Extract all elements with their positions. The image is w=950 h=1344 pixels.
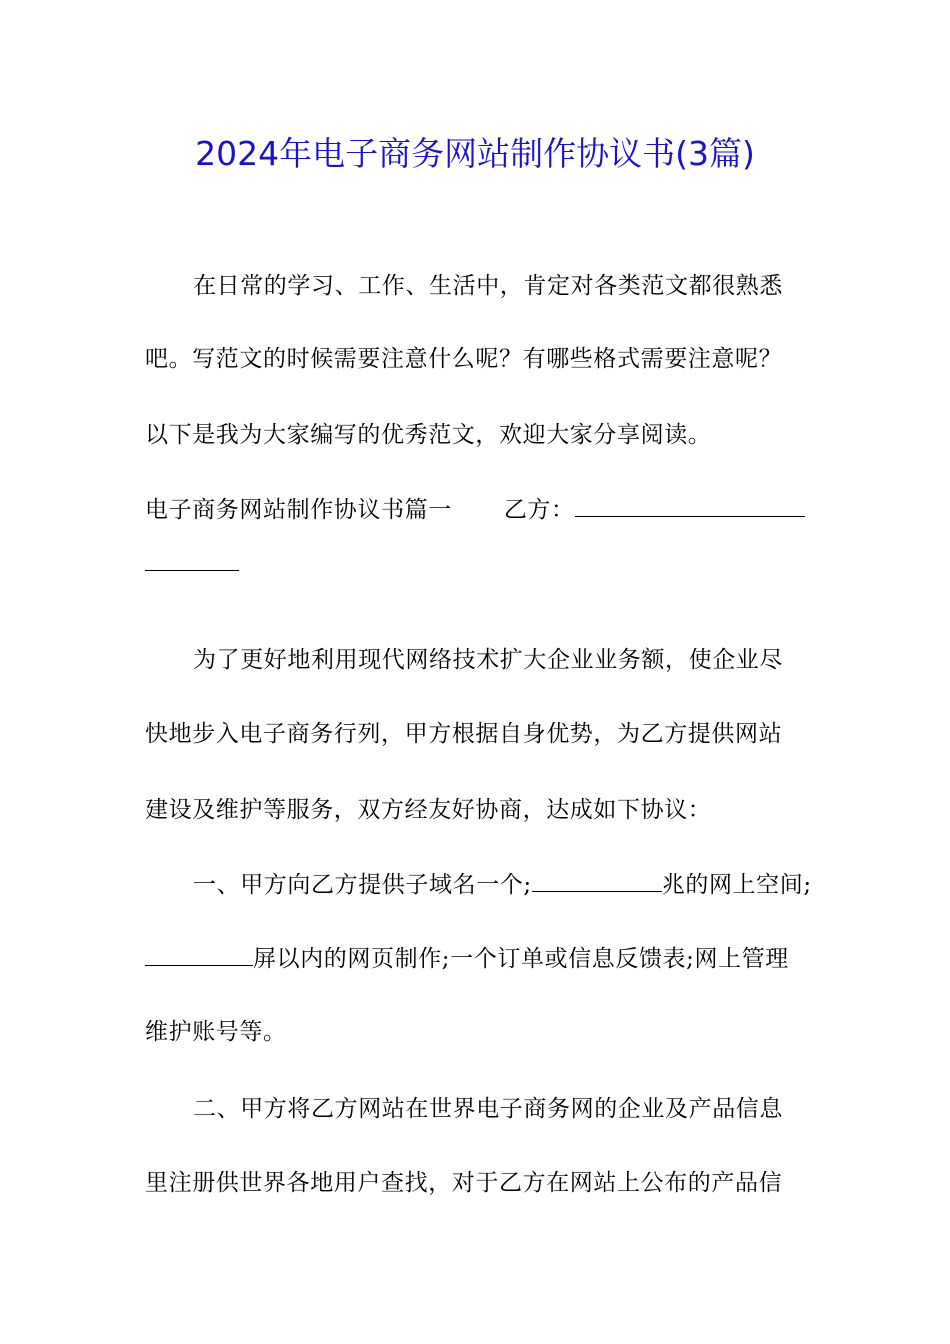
- item1-line2-text: 屏以内的网页制作;一个订单或信息反馈表;网上管理: [253, 946, 789, 972]
- item1-line-3: 维护账号等。: [145, 1019, 287, 1045]
- item1-text-a: 一、甲方向乙方提供子域名一个;: [193, 872, 532, 898]
- item2-line-2: 里注册供世界各地用户查找，对于乙方在网站上公布的产品信: [145, 1170, 783, 1196]
- section-heading-line: [145, 494, 805, 525]
- intro-line-1: 在日常的学习、工作、生活中，肯定对各类范文都很熟悉: [193, 273, 783, 299]
- intro-line-3: 以下是我为大家编写的优秀范文，欢迎大家分享阅读。: [145, 422, 712, 448]
- space-size-blank: [532, 869, 662, 892]
- page-count-blank: [145, 943, 253, 966]
- document-title: 2024年电子商务网站制作协议书(3篇): [195, 134, 755, 173]
- item2-line-1: 二、甲方将乙方网站在世界电子商务网的企业及产品信息: [193, 1096, 783, 1122]
- party-b-blank-continued: [145, 548, 239, 579]
- para1-line-3: 建设及维护等服务，双方经友好协商，达成如下协议：: [145, 797, 712, 823]
- party-b-blank: [575, 494, 805, 517]
- item1-line-1: [193, 869, 812, 900]
- para1-line-1: 为了更好地利用现代网络技术扩大企业业务额，使企业尽: [193, 647, 783, 673]
- section-heading: 电子商务网站制作协议书篇一: [145, 497, 452, 523]
- party-b-blank-line-2: [145, 548, 239, 571]
- item1-text-b: 兆的网上空间;: [661, 872, 812, 898]
- intro-line-2: 吧。写范文的时候需要注意什么呢？有哪些格式需要注意呢？: [145, 346, 783, 372]
- item1-line-2: [145, 943, 789, 974]
- party-b-label: 乙方：: [503, 497, 575, 523]
- para1-line-2: 快地步入电子商务行列，甲方根据自身优势，为乙方提供网站: [145, 721, 783, 747]
